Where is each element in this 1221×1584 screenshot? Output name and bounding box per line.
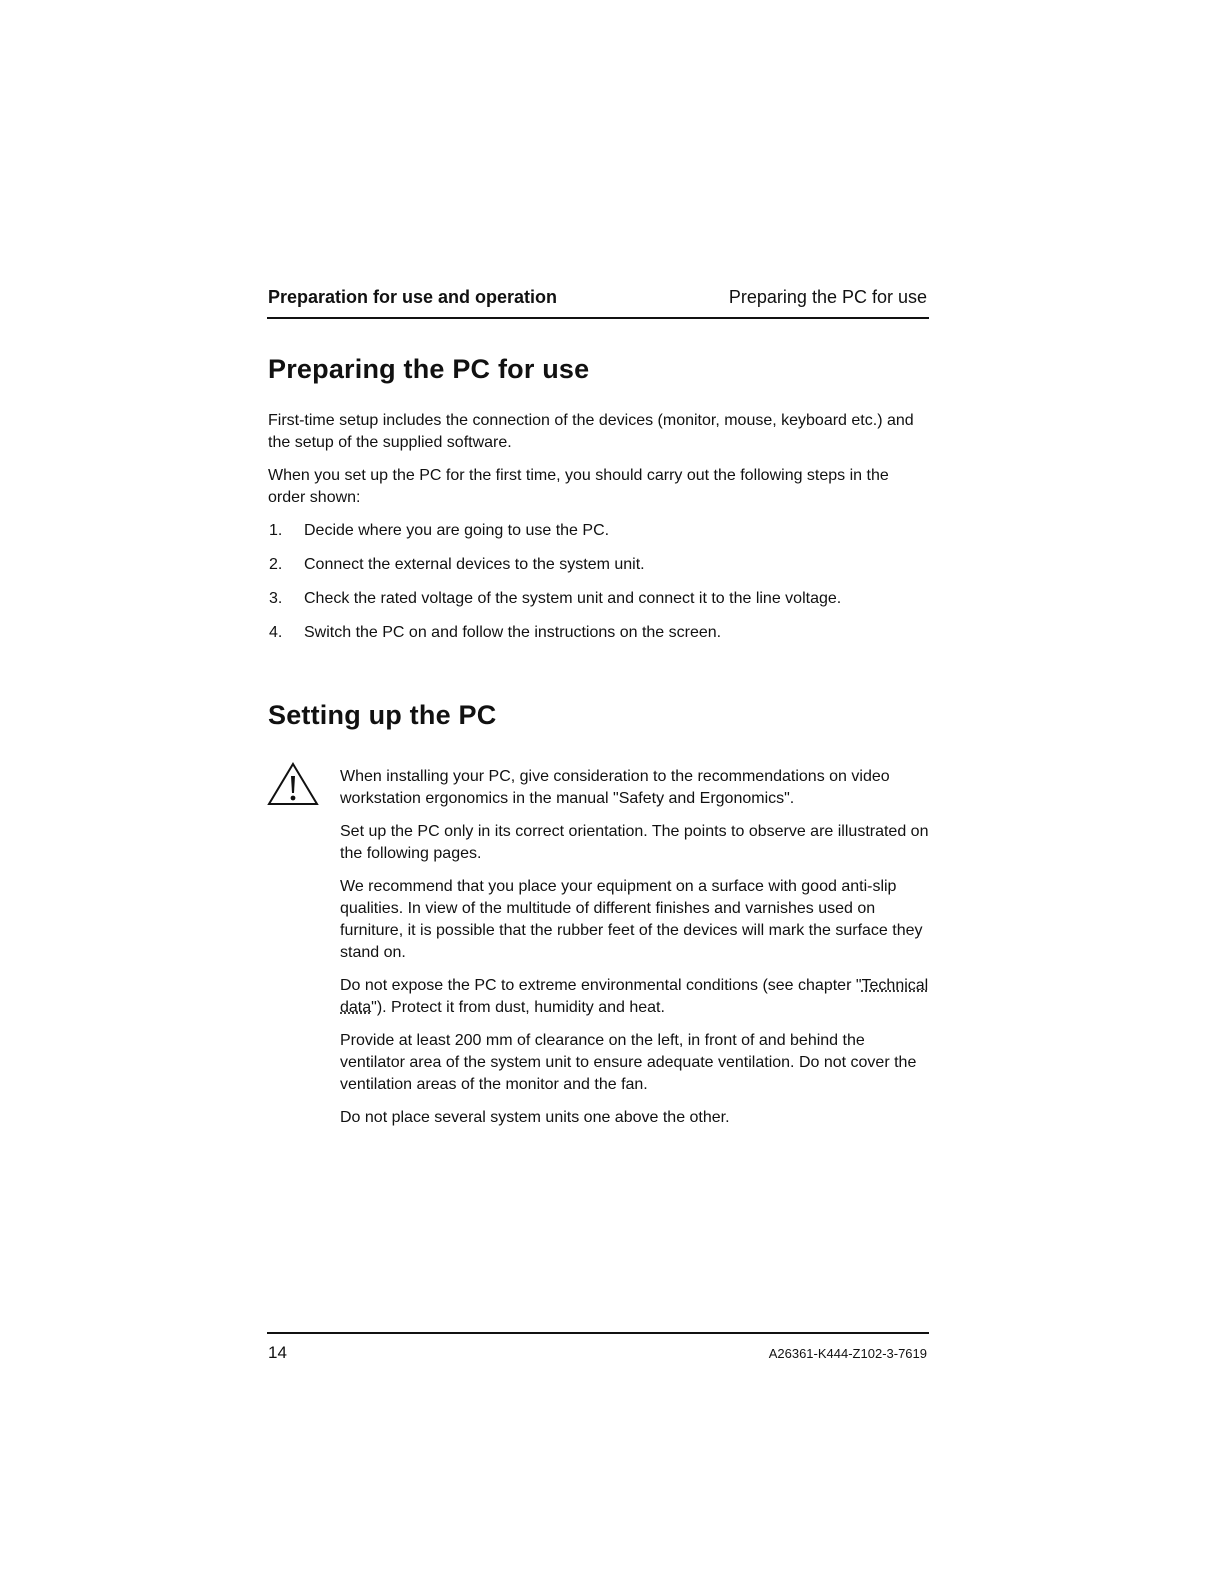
paragraph: First-time setup includes the connection of the devices (monitor, mouse, keyboard etc.) and the setup of the supplied software. bbox=[268, 412, 914, 451]
running-header bbox=[267, 287, 929, 319]
step-text: Check the rated voltage of the system unit and connect it to the line voltage. bbox=[304, 590, 842, 607]
list-item bbox=[268, 520, 928, 542]
paragraph: Provide at least 200 mm of clearance on the left, in front of and behind the ventilator area of the system unit to ensure adequate ventilation. Do not cover the ventilation areas of the monitor and the fan. bbox=[340, 1032, 917, 1093]
list-item bbox=[268, 554, 928, 576]
list-item bbox=[268, 588, 928, 610]
step-text: Decide where you are going to use the PC. bbox=[304, 522, 610, 539]
footer-divider bbox=[267, 1332, 929, 1334]
chapter-title: Preparation for use and operation bbox=[268, 287, 558, 307]
paragraph: When you set up the PC for the first time, you should carry out the following steps in the order shown: bbox=[268, 467, 889, 506]
steps-list bbox=[268, 520, 928, 644]
paragraph bbox=[340, 975, 930, 1019]
step-number: 4. bbox=[269, 624, 283, 641]
section-title: Preparing the PC for use bbox=[728, 287, 927, 307]
technical-data-link[interactable]: Technical data bbox=[340, 977, 929, 1016]
heading-setting-up-pc: Setting up the PC bbox=[268, 700, 497, 730]
paragraph: Do not place several system units one above the other. bbox=[340, 1109, 730, 1126]
section-preparing-body bbox=[268, 410, 928, 656]
page-number: 14 bbox=[268, 1343, 287, 1362]
paragraph-text: Do not expose the PC to extreme environmental conditions (see chapter " bbox=[340, 977, 862, 994]
step-number: 1. bbox=[269, 522, 283, 539]
document-id: A26361-K444-Z102-3-7619 bbox=[768, 1346, 927, 1361]
step-number: 2. bbox=[269, 556, 283, 573]
warning-triangle-icon bbox=[267, 762, 319, 806]
step-number: 3. bbox=[269, 590, 283, 607]
paragraph: We recommend that you place your equipment on a surface with good anti-slip qualities. In view of the multitude of different finishes and varnishes used on furniture, it is possible that the rubber feet of the devices will mark the surface they stand on. bbox=[340, 878, 923, 961]
step-text: Connect the external devices to the system unit. bbox=[304, 556, 645, 573]
paragraph: Set up the PC only in its correct orientation. The points to observe are illustrated on the following pages. bbox=[340, 823, 929, 862]
paragraph-text: "). Protect it from dust, humidity and heat. bbox=[371, 999, 665, 1016]
step-text: Switch the PC on and follow the instructions on the screen. bbox=[304, 624, 722, 641]
document-page bbox=[267, 0, 929, 1584]
section-setting-up-body bbox=[340, 766, 930, 1140]
list-item bbox=[268, 622, 928, 644]
heading-preparing-pc: Preparing the PC for use bbox=[268, 354, 590, 384]
paragraph: When installing your PC, give consideration to the recommendations on video workstation ergonomics in the manual "Safety and Ergonomics". bbox=[340, 768, 890, 807]
